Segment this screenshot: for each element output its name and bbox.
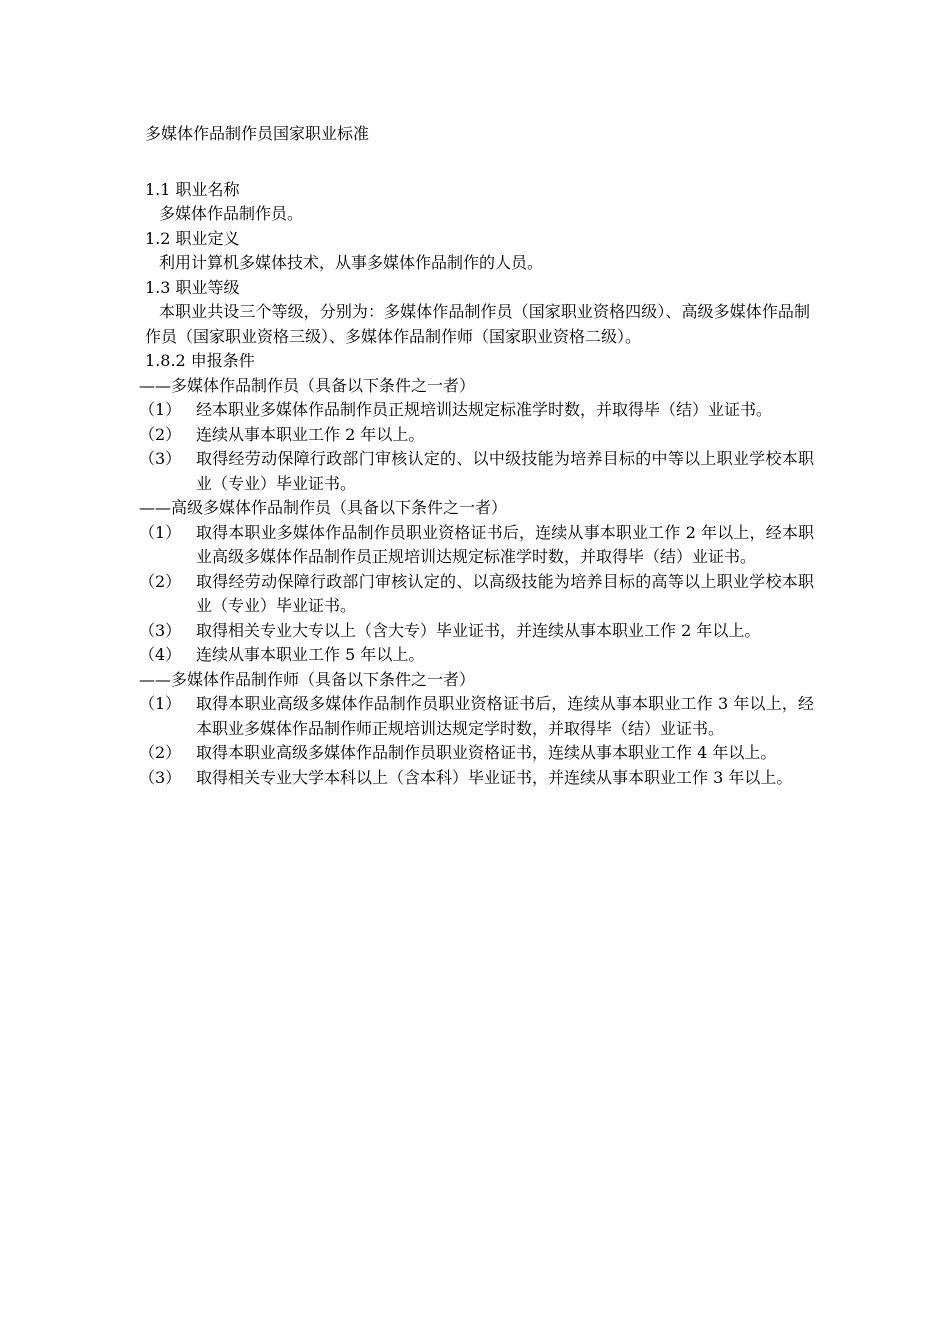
item-number: （1） [139, 522, 182, 542]
item-number: （2） [139, 571, 182, 591]
item-number: （4） [139, 645, 182, 664]
section-heading-1-8-2: 1.8.2 申报条件 [145, 351, 255, 370]
item-text: 经本职业多媒体作品制作员正规培训达规定标准学时数，并取得毕（结）业证书。 [196, 400, 773, 419]
section-body-1-3: 本职业共设三个等级，分别为：多媒体作品制作员（国家职业资格四级）、高级多媒体作品制作员（国家职业资格三级）、多媒体作品制作师（国家职业资格二级）。 [145, 302, 810, 346]
item-text: 取得本职业多媒体作品制作员职业资格证书后，连续从事本职业工作 2 年以上，经本职业高级多媒体作品制作员正规培训达规定标准学时数，并取得毕（结）业证书。 [196, 522, 814, 566]
condition-group-heading: ——多媒体作品制作员（具备以下条件之一者） [139, 375, 476, 395]
item-text: 连续从事本职业工作 5 年以上。 [196, 645, 425, 664]
condition-item [139, 423, 814, 448]
condition-item [139, 643, 814, 668]
item-number: （2） [139, 424, 182, 444]
item-text: 取得本职业高级多媒体作品制作员职业资格证书，连续从事本职业工作 4 年以上。 [196, 743, 777, 762]
section-body-1-2: 利用计算机多媒体技术，从事多媒体作品制作的人员。 [159, 253, 544, 272]
section-body-1-1: 多媒体作品制作员。 [159, 204, 304, 223]
blank-line [145, 147, 810, 178]
document-title: 多媒体作品制作员国家职业标准 [145, 124, 370, 143]
item-text: 取得经劳动保障行政部门审核认定的、以中级技能为培养目标的中等以上职业学校本职业（专业）毕业证书。 [196, 449, 814, 493]
item-text: 取得相关专业大学本科以上（含本科）毕业证书，并连续从事本职业工作 3 年以上。 [196, 767, 793, 787]
item-text: 取得本职业高级多媒体作品制作员职业资格证书后，连续从事本职业工作 3 年以上，经本职业多媒体作品制作师正规培训达规定学时数，并取得毕（结）业证书。 [196, 694, 814, 738]
section-heading-1-3: 1.3 职业等级 [145, 277, 240, 297]
item-number: （1） [139, 400, 182, 419]
document-page [139, 122, 814, 790]
item-number: （3） [139, 767, 182, 787]
item-text: 取得经劳动保障行政部门审核认定的、以高级技能为培养目标的高等以上职业学校本职业（专业）毕业证书。 [196, 571, 814, 615]
item-text: 取得相关专业大专以上（含大专）毕业证书，并连续从事本职业工作 2 年以上。 [196, 620, 761, 640]
condition-item [139, 692, 814, 741]
section-heading-1-2: 1.2 职业定义 [145, 228, 240, 248]
condition-item [139, 398, 814, 423]
condition-item [139, 447, 814, 496]
item-number: （1） [139, 694, 182, 713]
condition-item [139, 766, 814, 791]
item-number: （3） [139, 449, 182, 468]
condition-group-heading: ——多媒体作品制作师（具备以下条件之一者） [139, 669, 476, 689]
condition-group-heading: ——高级多媒体作品制作员（具备以下条件之一者） [139, 498, 508, 517]
item-number: （2） [139, 743, 182, 762]
condition-item [139, 570, 814, 619]
section-heading-1-1: 1.1 职业名称 [145, 179, 240, 199]
item-text: 连续从事本职业工作 2 年以上。 [196, 424, 425, 444]
condition-item [139, 741, 814, 766]
condition-item [139, 619, 814, 644]
condition-item [139, 521, 814, 570]
item-number: （3） [139, 620, 182, 640]
